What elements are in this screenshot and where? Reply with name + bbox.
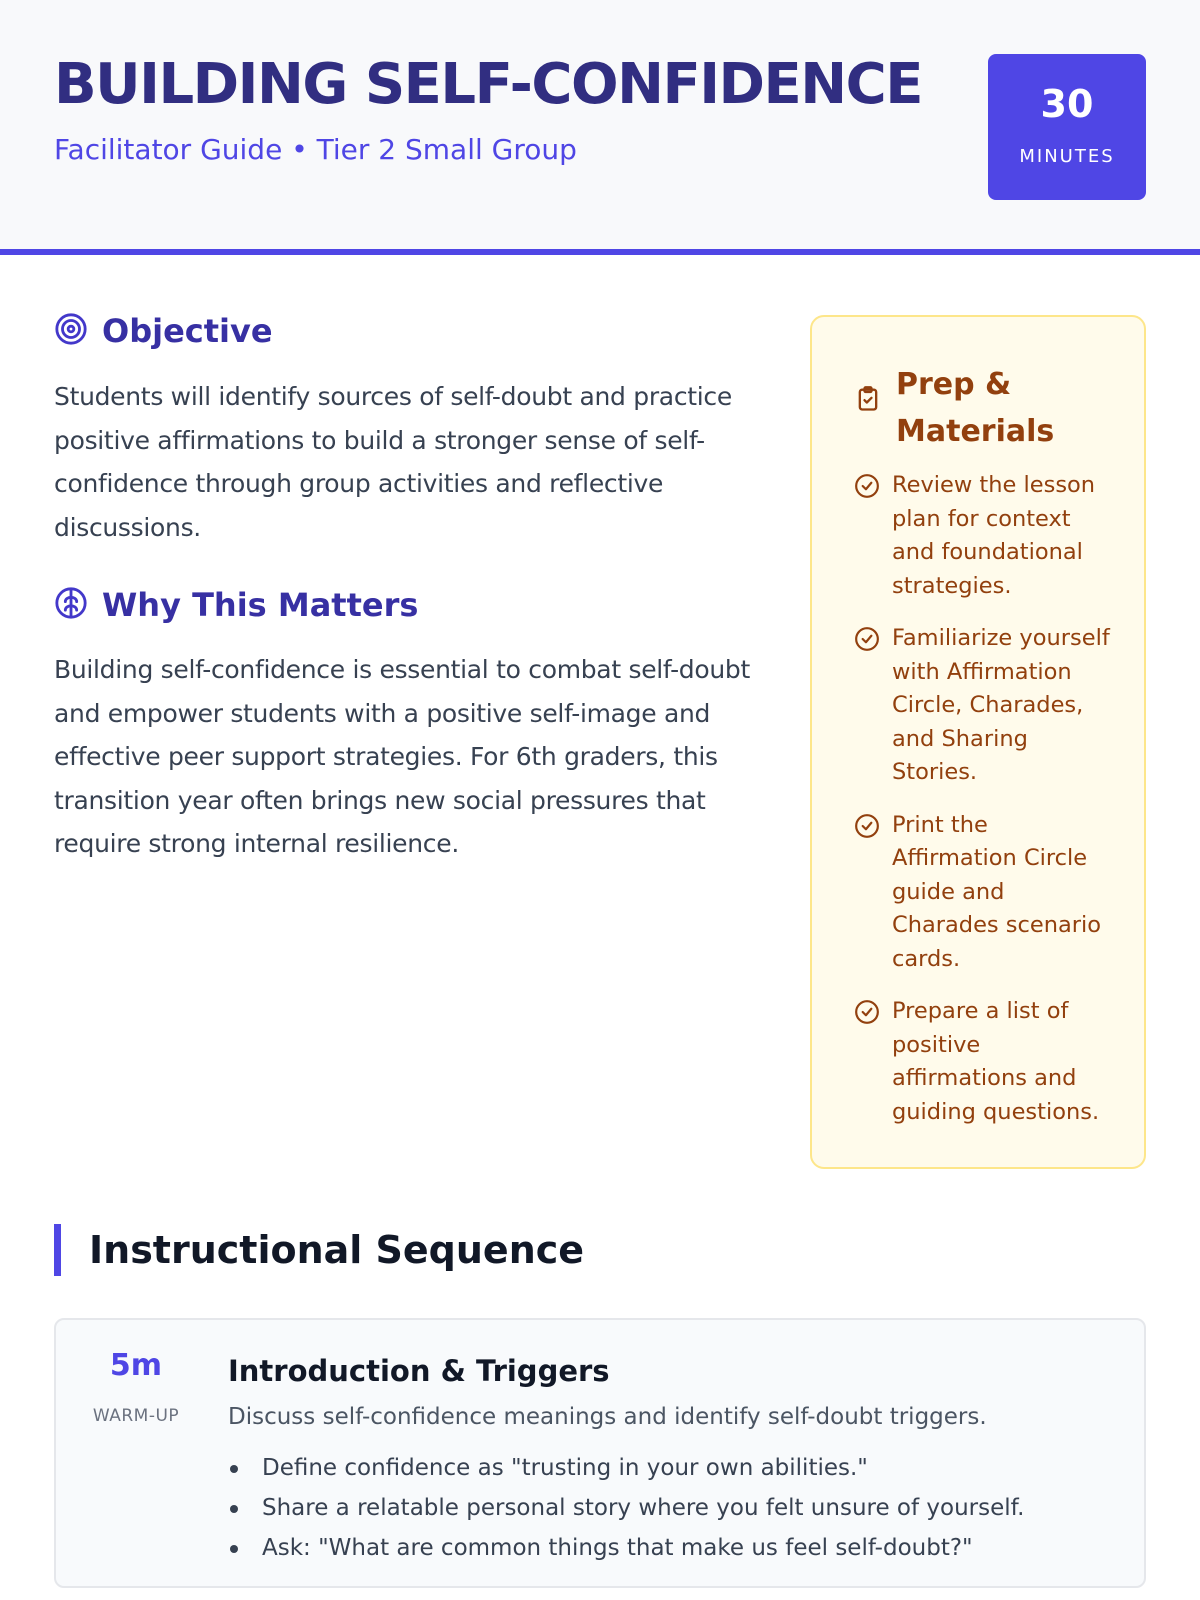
step-bullet: Ask: "What are common things that make us feel self-doubt?"	[228, 1528, 1024, 1568]
prep-materials-card	[810, 315, 1146, 1169]
why-text: Building self-confidence is essential to combat self-doubt and empower students with a positive self-image and effective peer support strategies. For 6th graders, this transition year often brings new social pressures that require strong internal resilience.	[54, 655, 750, 858]
duration-value: 30	[1040, 82, 1094, 126]
sequence-heading	[54, 1224, 584, 1276]
clipboard-check-icon	[854, 361, 882, 455]
check-circle-icon	[854, 626, 880, 652]
objective-heading	[54, 312, 273, 350]
prep-heading	[854, 361, 1116, 455]
prep-item-text: Prepare a list of positive affirmations and guiding questions.	[892, 998, 1100, 1125]
step-phase-tag: WARM-UP	[92, 1406, 180, 1426]
step-bullet: Share a relatable personal story where you felt unsure of yourself.	[228, 1488, 1024, 1528]
page-title: BUILDING SELF-CONFIDENCE	[54, 52, 922, 117]
page-header	[0, 0, 1200, 255]
objective-text: Students will identify sources of self-doubt and practice positive affirmations to build a stronger sense of self-confidence through group activities and reflective discussions.	[54, 382, 732, 542]
prep-item	[854, 622, 1114, 790]
why-heading	[54, 586, 418, 624]
prep-item-text: Print the Affirmation Circle guide and Charades scenario cards.	[892, 811, 1102, 972]
prep-item-text: Familiarize yourself with Affirmation Circle, Charades, and Sharing Stories.	[892, 625, 1110, 785]
prep-list	[854, 469, 1114, 1148]
check-circle-icon	[854, 999, 880, 1025]
sequence-title: Instructional Sequence	[89, 1228, 585, 1272]
prep-title: Prep & Materials	[896, 367, 1055, 449]
why-title: Why This Matters	[102, 586, 419, 624]
prep-item-text: Review the lesson plan for context and foundational strategies.	[892, 472, 1096, 599]
duration-badge	[988, 54, 1146, 200]
page-subtitle: Facilitator Guide • Tier 2 Small Group	[54, 133, 577, 166]
step-card	[54, 1318, 1146, 1588]
step-bullets	[228, 1448, 1024, 1568]
step-bullet: Define confidence as "trusting in your own abilities."	[228, 1448, 1024, 1488]
brain-icon	[54, 586, 88, 624]
step-description: Discuss self-confidence meanings and identify self-doubt triggers.	[228, 1404, 987, 1430]
target-icon	[54, 312, 88, 350]
duration-unit: MINUTES	[1019, 146, 1115, 167]
objective-title: Objective	[102, 312, 273, 350]
prep-item	[854, 995, 1114, 1129]
step-title: Introduction & Triggers	[228, 1354, 610, 1388]
prep-item	[854, 469, 1114, 603]
prep-item	[854, 809, 1114, 977]
check-circle-icon	[854, 813, 880, 839]
check-circle-icon	[854, 473, 880, 499]
step-duration: 5m	[109, 1348, 163, 1383]
